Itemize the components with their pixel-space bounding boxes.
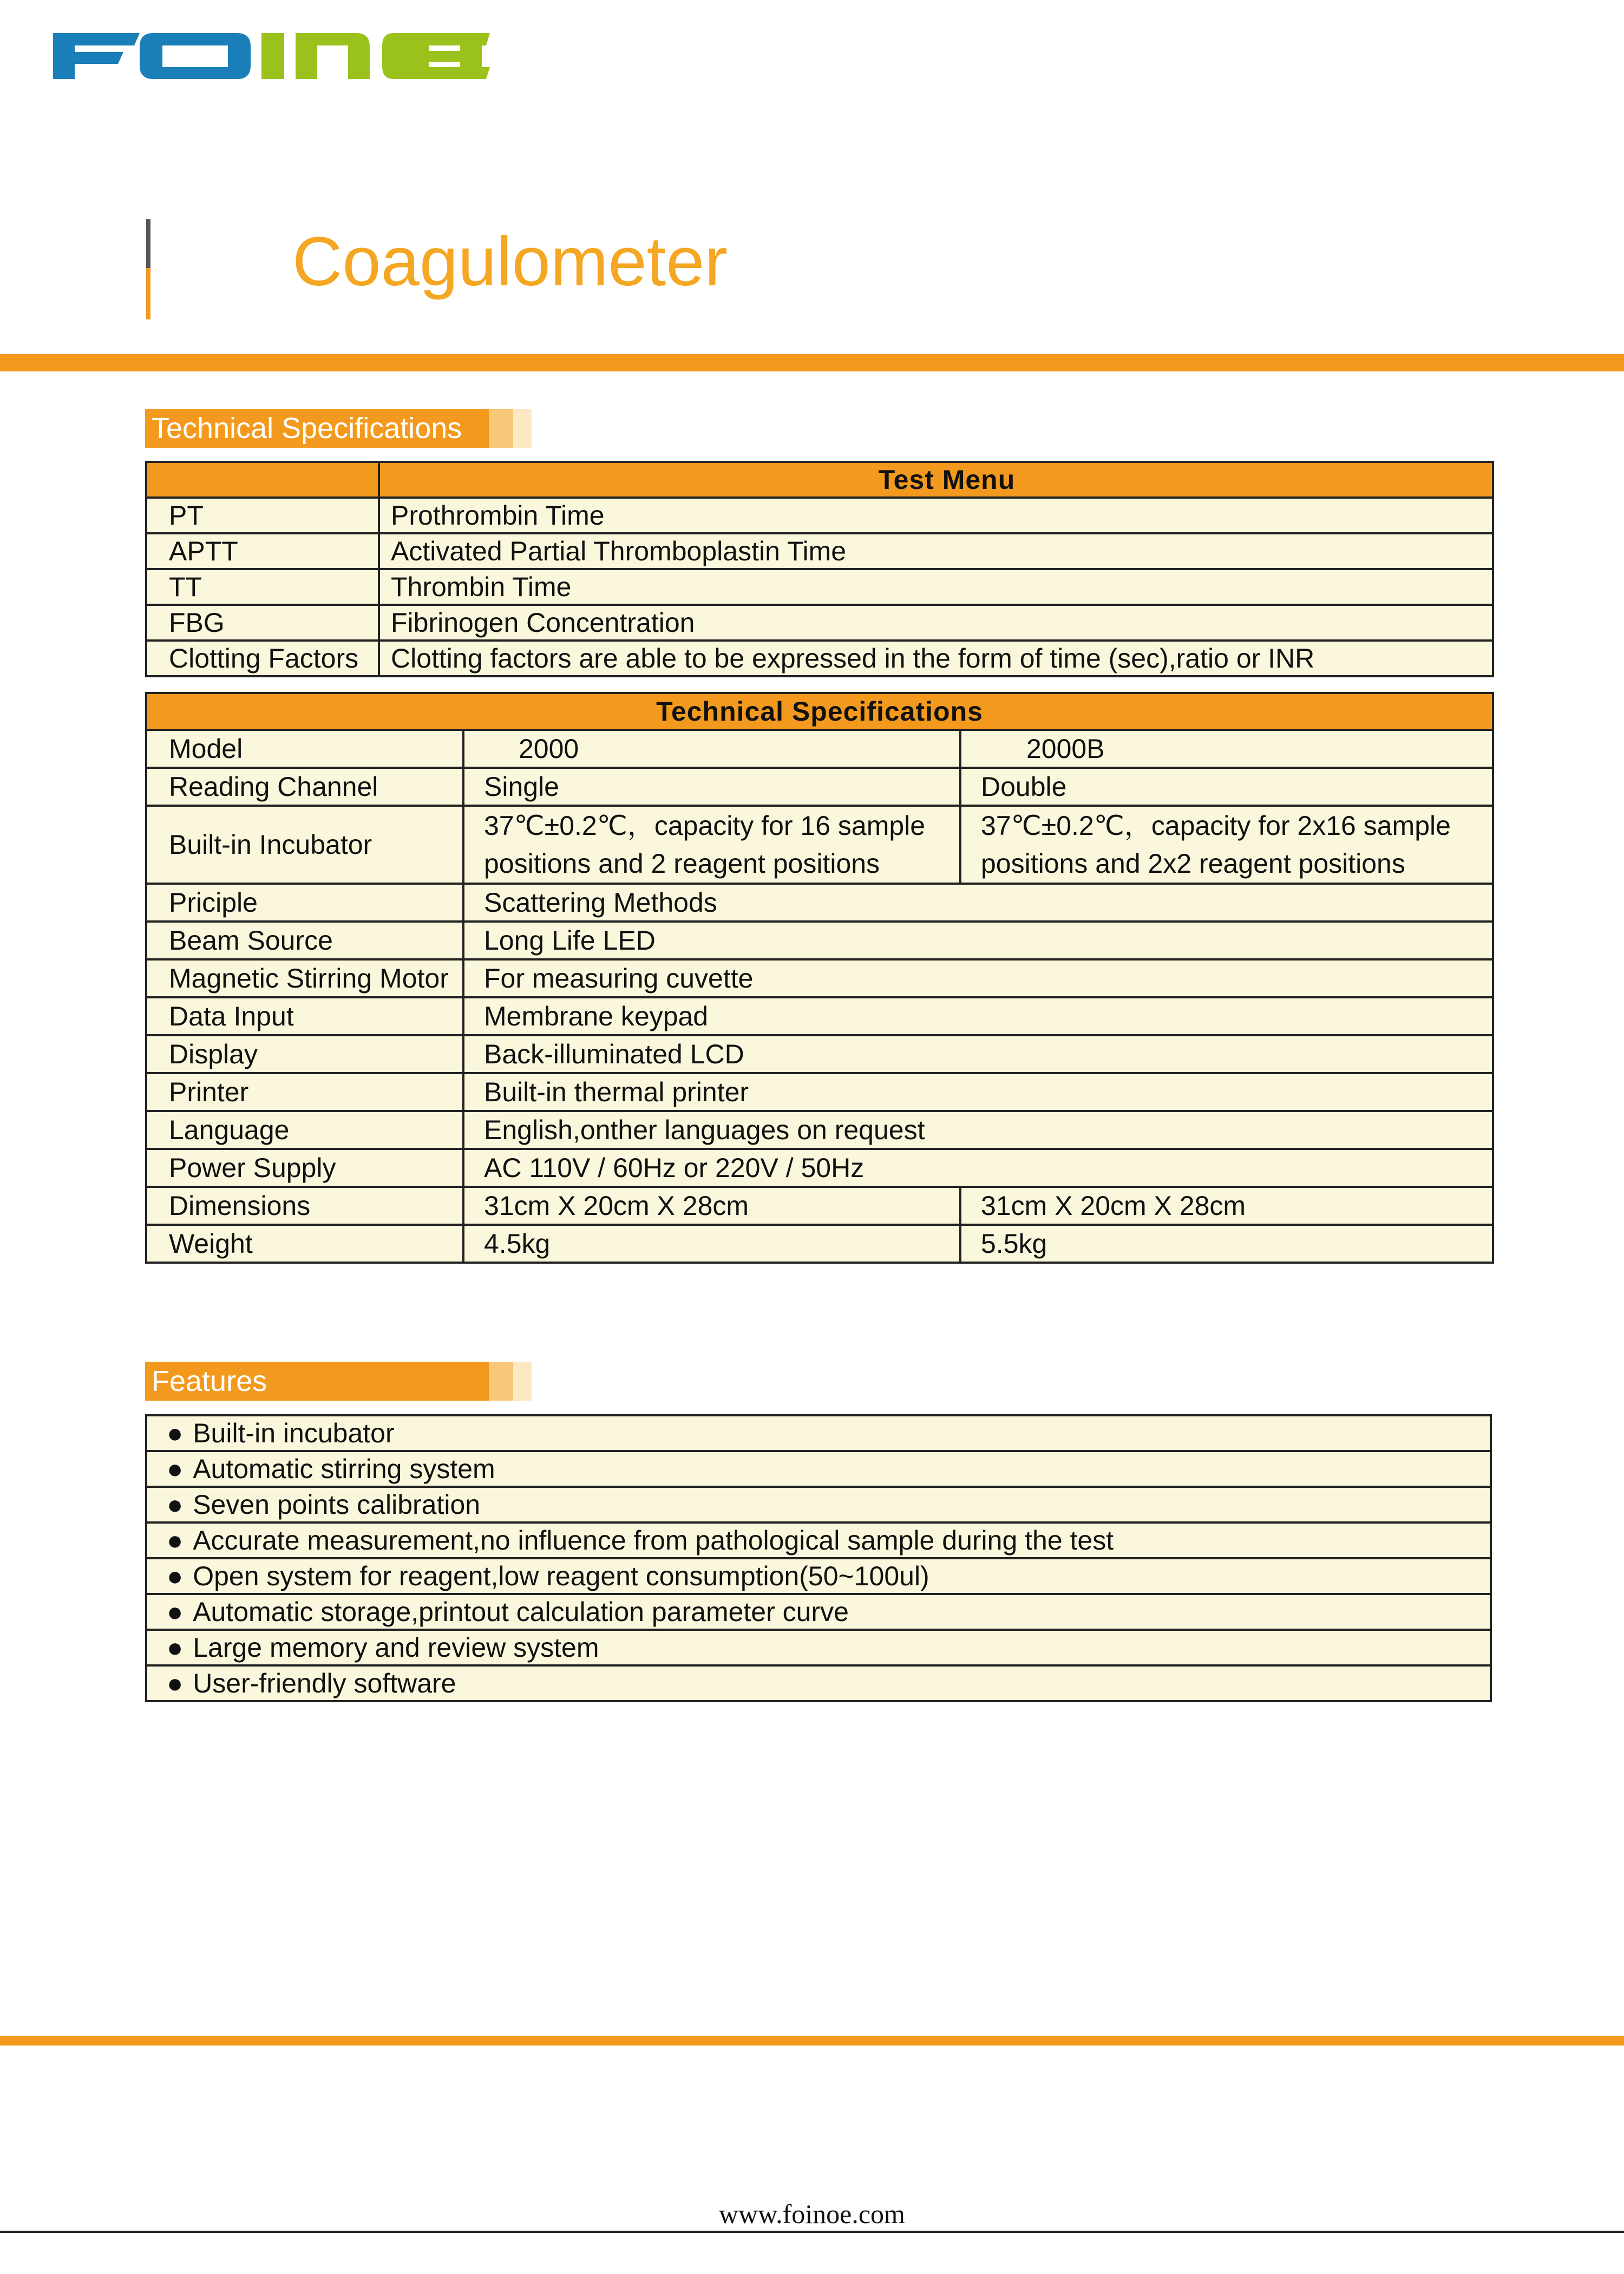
spec-label: Dimensions xyxy=(146,1187,463,1225)
feature-text: Accurate measurement,no influence from pathological sample during the test xyxy=(193,1525,1114,1556)
feature-text: User-friendly software xyxy=(193,1668,456,1698)
spec-label: Beam Source xyxy=(146,922,463,959)
spec-value: Long Life LED xyxy=(463,922,1493,959)
table-row xyxy=(146,1035,1493,1073)
spec-label: Data Input xyxy=(146,997,463,1035)
list-item xyxy=(146,1522,1491,1558)
bullet-icon: ● xyxy=(167,1489,184,1520)
table-row xyxy=(146,730,1493,768)
tech-specs-table xyxy=(145,692,1494,1264)
bullet-icon: ● xyxy=(167,1668,184,1698)
website-link[interactable]: www.foinoe.com xyxy=(719,2199,905,2229)
table-row xyxy=(146,1149,1493,1187)
spec-value-2000: 4.5kg xyxy=(463,1225,960,1263)
list-item xyxy=(146,1665,1491,1701)
spec-value: English,onther languages on request xyxy=(463,1111,1493,1149)
bottom-divider xyxy=(0,2231,1624,2233)
spec-label: Printer xyxy=(146,1073,463,1111)
page-title: Coagulometer xyxy=(292,223,728,300)
footer-rule xyxy=(0,2036,1624,2046)
test-code: TT xyxy=(146,569,379,605)
spec-label: Priciple xyxy=(146,884,463,922)
table-row xyxy=(146,605,1493,641)
table-row xyxy=(146,959,1493,997)
table-row xyxy=(146,768,1493,806)
test-code: PT xyxy=(146,498,379,533)
table-row xyxy=(146,641,1493,676)
spec-value-2000b: 37℃±0.2℃，capacity for 2x16 sample positions and 2x2 reagent positions xyxy=(960,806,1493,884)
table-row xyxy=(146,922,1493,959)
specs-section-title: Technical Specifications xyxy=(145,409,489,448)
list-item xyxy=(146,1630,1491,1665)
spec-value: Scattering Methods xyxy=(463,884,1493,922)
list-item xyxy=(146,1451,1491,1487)
spec-value-2000: Single xyxy=(463,768,960,806)
spec-label: Model xyxy=(146,730,463,768)
list-item xyxy=(146,1487,1491,1522)
spec-value-2000: 2000 xyxy=(463,730,960,768)
spec-value: For measuring cuvette xyxy=(463,959,1493,997)
bullet-icon: ● xyxy=(167,1454,184,1484)
feature-text: Large memory and review system xyxy=(193,1632,599,1663)
spec-label: Power Supply xyxy=(146,1149,463,1187)
test-name: Prothrombin Time xyxy=(379,498,1493,533)
test-code: Clotting Factors xyxy=(146,641,379,676)
spec-label: Weight xyxy=(146,1225,463,1263)
bullet-icon: ● xyxy=(167,1561,184,1591)
spec-value: AC 110V / 60Hz or 220V / 50Hz xyxy=(463,1149,1493,1187)
test-menu-table xyxy=(145,461,1494,677)
table-row xyxy=(146,1111,1493,1149)
test-menu-header: Test Menu xyxy=(379,462,1493,498)
spec-value-2000: 37℃±0.2℃，capacity for 16 sample positions and 2 reagent positions xyxy=(463,806,960,884)
test-name: Fibrinogen Concentration xyxy=(379,605,1493,641)
list-item xyxy=(146,1594,1491,1630)
table-row xyxy=(146,1073,1493,1111)
table-row xyxy=(146,533,1493,569)
spec-label: Display xyxy=(146,1035,463,1073)
list-item xyxy=(146,1415,1491,1451)
table-row xyxy=(146,462,1493,498)
spec-value: Back-illuminated LCD xyxy=(463,1035,1493,1073)
table-row xyxy=(146,1187,1493,1225)
table-row xyxy=(146,1225,1493,1263)
test-name: Clotting factors are able to be expressed in the form of time (sec),ratio or INR xyxy=(379,641,1493,676)
list-item xyxy=(146,1558,1491,1594)
table-row xyxy=(146,693,1493,730)
bullet-icon: ● xyxy=(167,1418,184,1448)
test-name: Thrombin Time xyxy=(379,569,1493,605)
spec-label: Language xyxy=(146,1111,463,1149)
spec-label: Magnetic Stirring Motor xyxy=(146,959,463,997)
foinoe-logo-e xyxy=(390,25,493,84)
spec-value-2000b: 31cm X 20cm X 28cm xyxy=(960,1187,1493,1225)
spec-value-2000b: 2000B xyxy=(960,730,1493,768)
feature-text: Seven points calibration xyxy=(193,1489,481,1520)
features-table xyxy=(145,1414,1492,1702)
spec-value-2000: 31cm X 20cm X 28cm xyxy=(463,1187,960,1225)
tech-specs-header: Technical Specifications xyxy=(146,693,1493,730)
feature-text: Automatic stirring system xyxy=(193,1454,495,1484)
header-rule xyxy=(0,354,1624,371)
specs-section-label xyxy=(145,409,532,448)
features-section-title: Features xyxy=(145,1362,489,1401)
bullet-icon: ● xyxy=(167,1525,184,1556)
feature-text: Open system for reagent,low reagent consumption(50~100ul) xyxy=(193,1561,929,1591)
spec-value-2000b: 5.5kg xyxy=(960,1225,1493,1263)
spec-value-2000b: Double xyxy=(960,768,1493,806)
table-row xyxy=(146,498,1493,533)
spec-value: Built-in thermal printer xyxy=(463,1073,1493,1111)
test-name: Activated Partial Thromboplastin Time xyxy=(379,533,1493,569)
table-row xyxy=(146,806,1493,884)
title-accent-bar xyxy=(146,219,150,319)
table-row xyxy=(146,884,1493,922)
bullet-icon: ● xyxy=(167,1632,184,1663)
table-row xyxy=(146,997,1493,1035)
test-code: FBG xyxy=(146,605,379,641)
test-code: APTT xyxy=(146,533,379,569)
feature-text: Built-in incubator xyxy=(193,1418,395,1448)
table-row xyxy=(146,569,1493,605)
spec-value: Membrane keypad xyxy=(463,997,1493,1035)
spec-label: Built-in Incubator xyxy=(146,806,463,884)
feature-text: Automatic storage,printout calculation parameter curve xyxy=(193,1597,849,1627)
spec-label: Reading Channel xyxy=(146,768,463,806)
bullet-icon: ● xyxy=(167,1597,184,1627)
features-section-label xyxy=(145,1362,532,1401)
